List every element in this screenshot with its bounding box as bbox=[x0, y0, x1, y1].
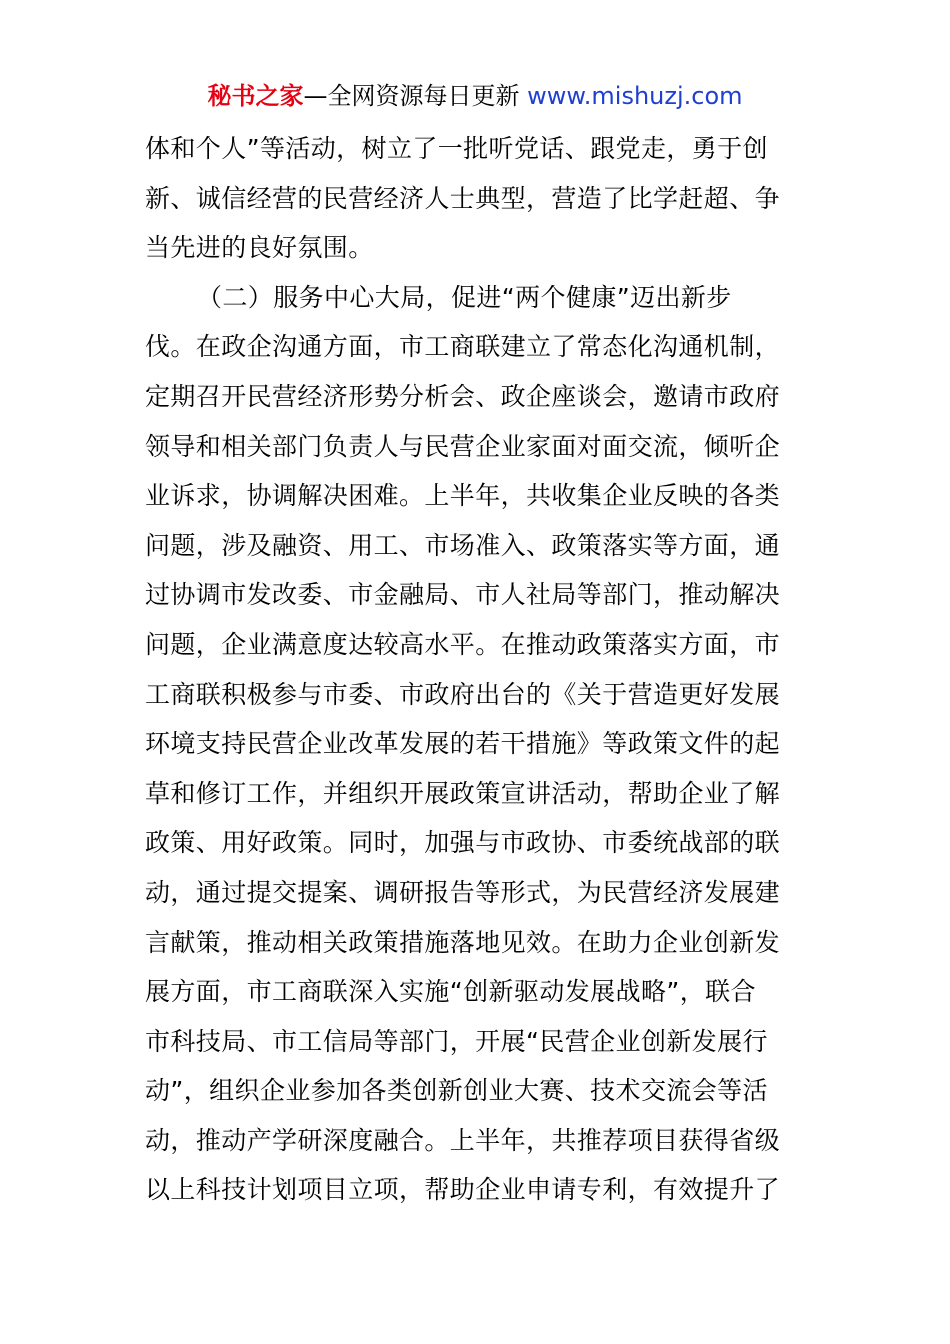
text-line: 当先进的良好氛围。 bbox=[145, 233, 374, 263]
text-line: 言献策，推动相关政策措施落地见效。在助力企业创新发 bbox=[145, 927, 781, 957]
header-tagline: —全网资源每日更新 bbox=[303, 82, 520, 110]
text-line: 定期召开民营经济形势分析会、政企座谈会，邀请市政府 bbox=[145, 381, 781, 411]
header-url-link[interactable]: www.mishuzj.com bbox=[527, 82, 743, 110]
page-header bbox=[0, 80, 950, 112]
text-line: 领导和相关部门负责人与民营企业家面对面交流，倾听企 bbox=[145, 431, 781, 461]
text-line: 问题，涉及融资、用工、市场准入、政策落实等方面，通 bbox=[145, 530, 781, 560]
text-line: 体和个人”等活动，树立了一批听党话、跟党走，勇于创 bbox=[145, 134, 768, 163]
text-line: 工商联积极参与市委、市政府出台的《关于营造更好发展 bbox=[145, 679, 781, 709]
text-line: 展方面，市工商联深入实施“创新驱动发展战略”，联合 bbox=[145, 977, 756, 1007]
header-brand: 秘书之家 bbox=[207, 82, 304, 110]
text-line: 以上科技计划项目立项，帮助企业申请专利，有效提升了 bbox=[145, 1175, 781, 1205]
text-line: 动”，组织企业参加各类创新创业大赛、技术交流会等活 bbox=[145, 1076, 768, 1106]
text-line: 动，通过提交提案、调研报告等形式，为民营经济发展建 bbox=[145, 877, 781, 907]
text-line: 伐。在政企沟通方面，市工商联建立了常态化沟通机制， bbox=[145, 332, 781, 362]
text-line: 新、诚信经营的民营经济人士典型，营造了比学赶超、争 bbox=[145, 183, 781, 213]
document-body bbox=[145, 124, 810, 1215]
text-line: 市科技局、市工信局等部门，开展“民营企业创新发展行 bbox=[145, 1026, 768, 1056]
text-line: 动，推动产学研深度融合。上半年，共推荐项目获得省级 bbox=[145, 1125, 781, 1155]
text-line: 过协调市发改委、市金融局、市人社局等部门，推动解决 bbox=[145, 580, 781, 610]
text-line: 业诉求，协调解决困难。上半年，共收集企业反映的各类 bbox=[145, 481, 781, 511]
section-heading-line: （二）服务中心大局，促进“两个健康”迈出新步 bbox=[197, 282, 732, 312]
text-line: 政策、用好政策。同时，加强与市政协、市委统战部的联 bbox=[145, 828, 781, 858]
text-line: 环境支持民营企业改革发展的若干措施》等政策文件的起 bbox=[145, 729, 781, 759]
text-line: 草和修订工作，并组织开展政策宣讲活动，帮助企业了解 bbox=[145, 778, 781, 808]
text-line: 问题，企业满意度达较高水平。在推动政策落实方面，市 bbox=[145, 629, 781, 659]
